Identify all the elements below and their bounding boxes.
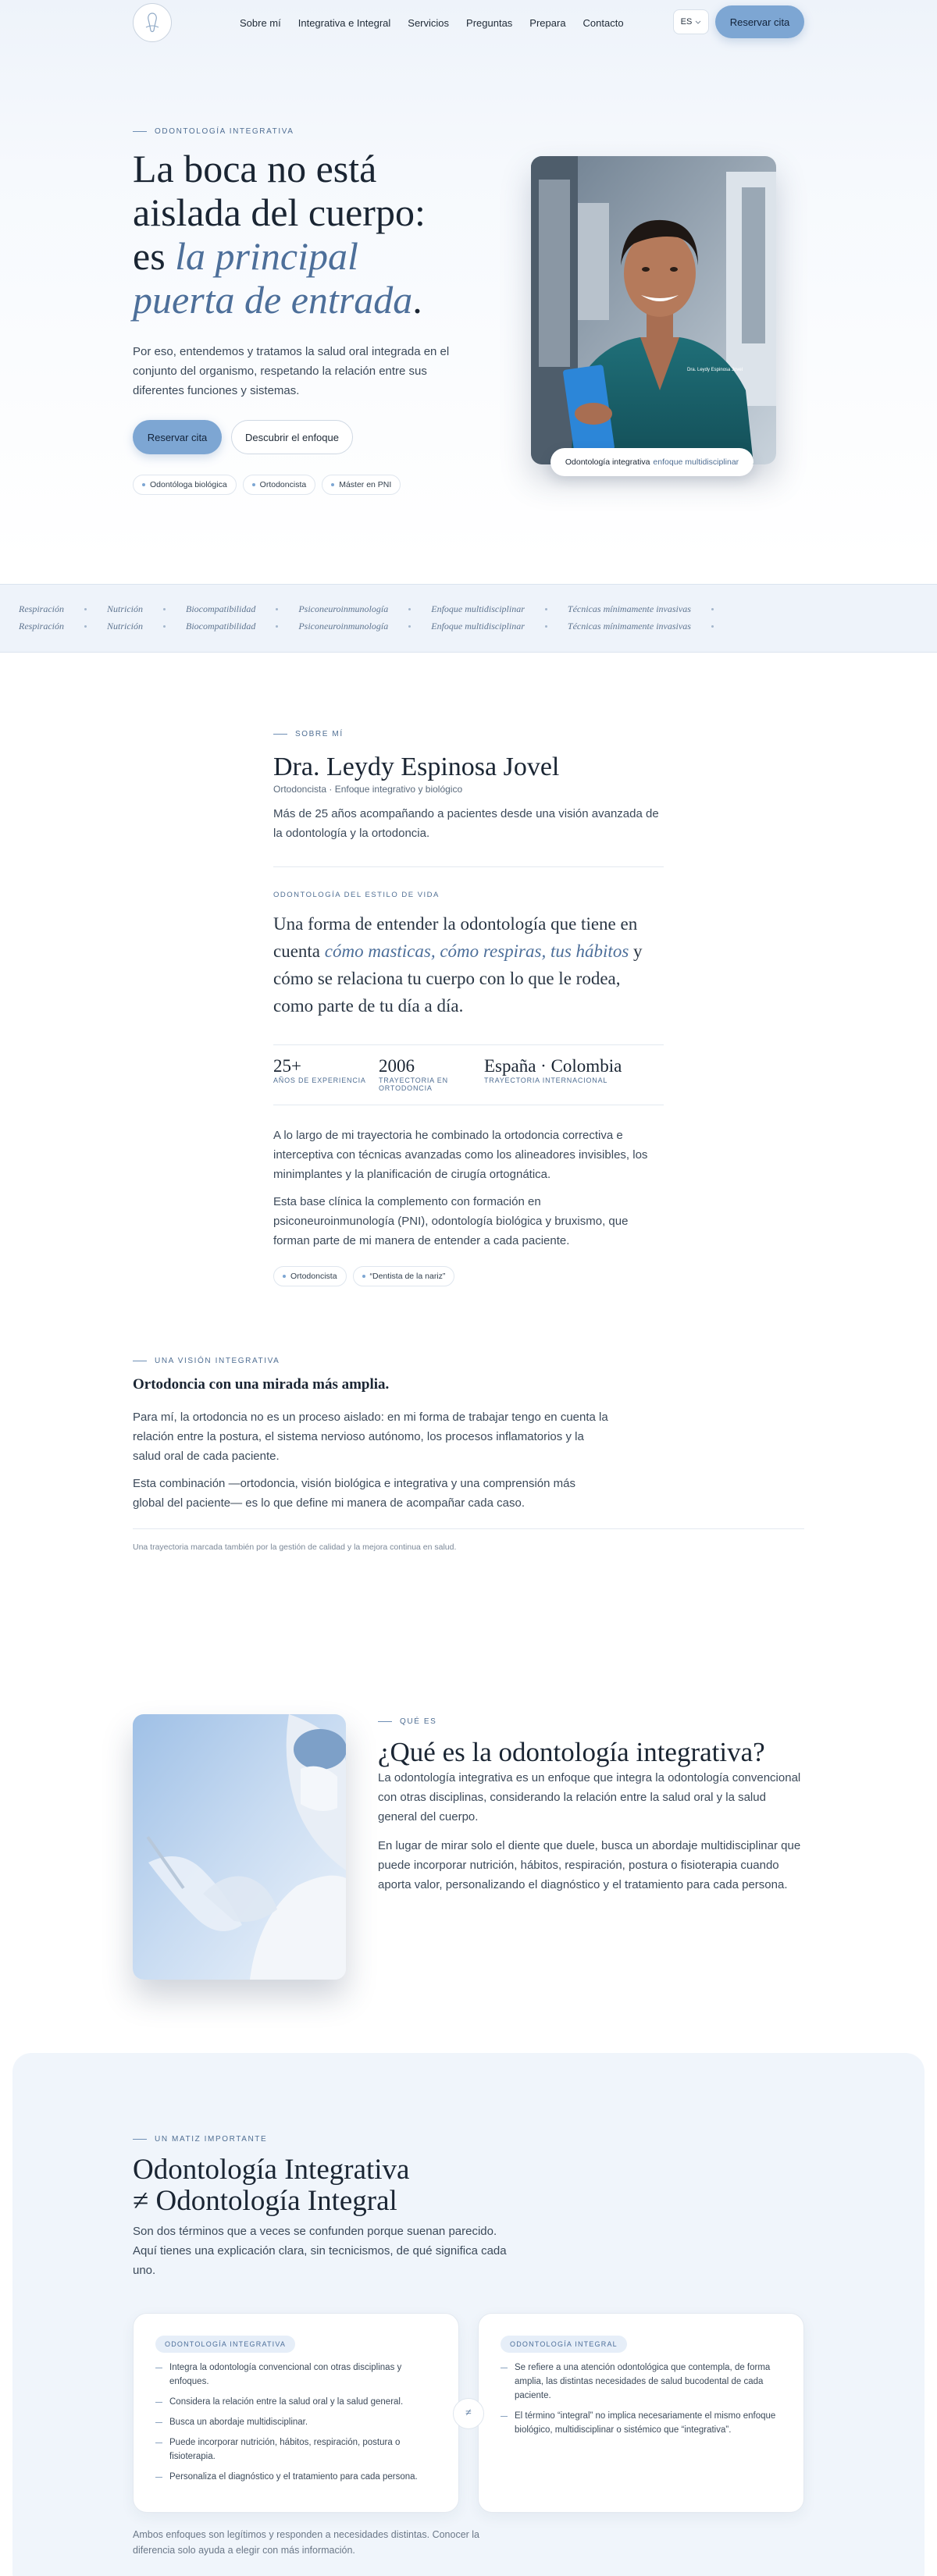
credential-label: Máster en PNI: [339, 480, 392, 489]
comparison-eyebrow: UN MATIZ IMPORTANTE: [133, 2135, 804, 2144]
badge-muted-text: enfoque multidisciplinar: [653, 457, 739, 467]
list-item: Se refiere a una atención odontológica que contempla, de forma amplia, las distintas necesidades de salud bucodental de cada paciente.: [501, 2361, 782, 2403]
vision-paragraph: Esta combinación —ortodoncia, visión biológica e integrativa y una comprensión más global del paciente— es lo que define mi manera de acompañar cada caso.: [133, 1477, 575, 1510]
list-item: Busca un abordaje multidisciplinar.: [155, 2415, 436, 2429]
comparison-footnote: Ambos enfoques son legítimos y responden a necesidades distintas. Conocer la diferencia solo ayuda a elegir con más información.: [133, 2529, 480, 2556]
language-label: ES: [680, 17, 693, 27]
bullet-dot-icon: [142, 483, 145, 486]
hero-eyebrow: ODONTOLOGÍA INTEGRATIVA: [133, 127, 294, 136]
stat-item: [484, 1056, 656, 1092]
separator-dot-icon: [163, 625, 166, 628]
separator-dot-icon: [408, 625, 411, 628]
vision-title: Ortodoncia con una mirada más amplia.: [133, 1376, 390, 1393]
list-item: El término “integral” no implica necesariamente el mismo enfoque biológico, multidisciplinar o sistémico que “integrativa”.: [501, 2409, 782, 2437]
marquee-item: Nutrición: [107, 603, 186, 615]
what-is-title: ¿Qué es la odontología integrativa?: [378, 1737, 765, 1767]
about-quote: Una forma de entender la odontología que tiene en cuenta cómo masticas, cómo respiras, tus hábitos y cómo se relaciona tu cuerpo con lo que le rodea, como parte de tu día a día.: [273, 914, 643, 1016]
hero-title: [133, 147, 484, 322]
integral-card: [478, 2313, 804, 2513]
vision-note: Una trayectoria marcada también por la gestión de calidad y la mejora continua en salud.: [133, 1542, 457, 1552]
topics-marquee: [0, 584, 937, 653]
bullet-dot-icon: [331, 483, 334, 486]
about-tags: [273, 1266, 664, 1286]
list-item: Personaliza el diagnóstico y el tratamiento para cada persona.: [155, 2470, 436, 2484]
comparison-subtitle: Son dos términos que a veces se confunden porque suenan parecido. Aquí tienes una explicación clara, sin tecnicismos, de qué significa cada uno.: [133, 2225, 507, 2277]
separator-dot-icon: [545, 625, 547, 628]
stat-value: 2006: [379, 1056, 415, 1076]
stat-label: TRAYECTORIA INTERNACIONAL: [484, 1076, 608, 1084]
hero-description: Por eso, entendemos y tratamos la salud oral integrada en el conjunto del organismo, respetando la relación entre sus diferentes funciones y sistemas.: [133, 345, 450, 397]
nav-link-preguntas[interactable]: Preguntas: [466, 17, 513, 29]
card-pill: ODONTOLOGÍA INTEGRAL: [501, 2336, 627, 2353]
separator-dot-icon: [545, 608, 547, 610]
credential-label: Ortodoncista: [259, 480, 307, 489]
bullet-dot-icon: [362, 1275, 365, 1278]
about-eyebrow: SOBRE MÍ: [273, 730, 664, 738]
list-item: Puede incorporar nutrición, hábitos, respiración, postura o fisioterapia.: [155, 2435, 436, 2464]
about-section: [273, 730, 664, 1286]
separator-dot-icon: [711, 608, 714, 610]
scrub-name-embroidery: Dra. Leydy Espinosa Jovel: [687, 368, 743, 372]
not-equal-icon: ≠: [453, 2398, 484, 2429]
marquee-item: Biocompatibilidad: [186, 621, 298, 632]
stat-value: 25+: [273, 1056, 301, 1076]
marquee-item: Respiración: [19, 621, 107, 632]
separator-dot-icon: [408, 608, 411, 610]
hero-title-accent1: la principal: [175, 234, 358, 278]
header-book-button[interactable]: Reservar cita: [715, 5, 804, 38]
nav-link-servicios[interactable]: Servicios: [408, 17, 450, 29]
logo[interactable]: [133, 3, 172, 42]
vision-paragraph: Para mí, la ortodoncia no es un proceso aislado: en mi forma de trabajar tengo en cuenta la relación entre la postura, el sistema nervioso autónomo, los procesos inflamatorios y la salud oral de cada paciente.: [133, 1411, 608, 1463]
bullet-dot-icon: [252, 483, 255, 486]
discover-approach-button[interactable]: Descubrir el enfoque: [231, 420, 353, 454]
chevron-down-icon: [695, 19, 701, 25]
credential-chip: [133, 475, 237, 495]
hero-title-period: .: [412, 278, 422, 322]
marquee-item: Biocompatibilidad: [186, 603, 298, 615]
stat-item: [273, 1056, 379, 1092]
stat-item: [379, 1056, 484, 1092]
separator-dot-icon: [84, 608, 87, 610]
hero-book-button[interactable]: Reservar cita: [133, 420, 222, 454]
separator-dot-icon: [276, 608, 278, 610]
marquee-item: Enfoque multidisciplinar: [431, 603, 568, 615]
tooth-logo-icon: [137, 7, 168, 38]
marquee-row: [19, 621, 734, 632]
doctor-name: Dra. Leydy Espinosa Jovel: [273, 753, 560, 781]
badge-strong-text: Odontología integrativa: [565, 457, 650, 467]
separator-dot-icon: [276, 625, 278, 628]
what-is-section: [378, 1717, 806, 1895]
hero-title-line1: La boca no está: [133, 147, 377, 190]
marquee-item: Técnicas mínimamente invasivas: [568, 621, 734, 632]
comparison-section: [133, 2135, 804, 2280]
bullet-dot-icon: [283, 1275, 286, 1278]
hero-photo-badge: [550, 448, 754, 476]
credential-label: Odontóloga biológica: [150, 480, 227, 489]
marquee-item: Psiconeuroinmunología: [298, 621, 431, 632]
quote-accent: cómo masticas, cómo respiras, tus hábitos: [324, 941, 629, 961]
marquee-item: Nutrición: [107, 621, 186, 632]
card-list: [155, 2361, 436, 2484]
about-paragraph: Esta base clínica la complemento con formación en psiconeuroinmunología (PNI), odontología biológica y bruxismo, que forman parte de mi manera de entender a cada paciente.: [273, 1195, 629, 1247]
main-nav: [240, 17, 624, 29]
language-selector[interactable]: [673, 9, 709, 34]
marquee-item: Psiconeuroinmunología: [298, 603, 431, 615]
hero-title-line3a: es: [133, 234, 176, 278]
divider: [273, 1044, 664, 1045]
comparison-title: Odontología Integrativa ≠ Odontología Integral: [133, 2154, 410, 2217]
separator-dot-icon: [163, 608, 166, 610]
dental-procedure-illustration: [133, 1714, 346, 1980]
marquee-item: Respiración: [19, 603, 107, 615]
nav-link-prepara[interactable]: Prepara: [529, 17, 566, 29]
site-header: [0, 0, 937, 45]
list-item: Considera la relación entre la salud oral y la salud general.: [155, 2395, 436, 2409]
marquee-item: Enfoque multidisciplinar: [431, 621, 568, 632]
dental-procedure-photo: [133, 1714, 346, 1980]
doctor-portrait: [531, 156, 776, 464]
stat-label: AÑOS DE EXPERIENCIA: [273, 1076, 366, 1084]
hero-title-line2: aislada del cuerpo:: [133, 190, 426, 234]
list-item: Integra la odontología convencional con otras disciplinas y enfoques.: [155, 2361, 436, 2389]
credential-chip: [243, 475, 316, 495]
what-is-paragraph: La odontología integrativa es un enfoque que integra la odontología convencional con otras disciplinas, considerando la relación entre la salud oral y la salud general del cuerpo.: [378, 1771, 801, 1823]
stats-row: [273, 1056, 664, 1092]
vision-eyebrow: UNA VISIÓN INTEGRATIVA: [133, 1357, 804, 1365]
tag-chip: Ortodoncista: [273, 1266, 347, 1286]
divider: [133, 1528, 804, 1529]
vision-section: [133, 1357, 804, 1553]
lifestyle-eyebrow: ODONTOLOGÍA DEL ESTILO DE VIDA: [273, 891, 440, 899]
nav-link-sobre-mi[interactable]: Sobre mí: [240, 17, 281, 29]
card-pill: ODONTOLOGÍA INTEGRATIVA: [155, 2336, 295, 2353]
doctor-portrait-illustration: [531, 156, 776, 464]
separator-dot-icon: [711, 625, 714, 628]
doctor-role: Ortodoncista · Enfoque integrativo y biológico: [273, 784, 463, 795]
hero-title-accent2: puerta de entrada: [133, 278, 413, 322]
divider: [273, 866, 664, 867]
about-lead: Más de 25 años acompañando a pacientes desde una visión avanzada de la odontología y la ortodoncia.: [273, 807, 659, 840]
nav-link-contacto[interactable]: Contacto: [583, 17, 624, 29]
about-paragraph: A lo largo de mi trayectoria he combinado la ortodoncia correctiva e interceptiva con técnicas avanzadas como los alineadores invisibles, los minimplantes y la planificación de cirugía ortognática.: [273, 1129, 648, 1181]
card-list: [501, 2361, 782, 2437]
nav-link-integrativa[interactable]: Integrativa e Integral: [297, 17, 391, 29]
stat-label: TRAYECTORIA EN ORTODONCIA: [379, 1076, 448, 1092]
tag-chip: “Dentista de la nariz”: [353, 1266, 455, 1286]
credential-chip: [322, 475, 401, 495]
what-is-eyebrow: QUÉ ES: [378, 1717, 806, 1726]
what-is-paragraph: En lugar de mirar solo el diente que duele, busca un abordaje multidisciplinar que puede incorporar nutrición, hábitos, respiración, postura o fisioterapia cuando aporta valor, personalizando el diagnóstico y el tratamiento para cada persona.: [378, 1839, 801, 1891]
stat-value: España · Colombia: [484, 1056, 622, 1076]
marquee-row: [19, 603, 734, 615]
hero-credentials: [133, 475, 401, 495]
integrative-card: [133, 2313, 459, 2513]
marquee-item: Técnicas mínimamente invasivas: [568, 603, 734, 615]
separator-dot-icon: [84, 625, 87, 628]
